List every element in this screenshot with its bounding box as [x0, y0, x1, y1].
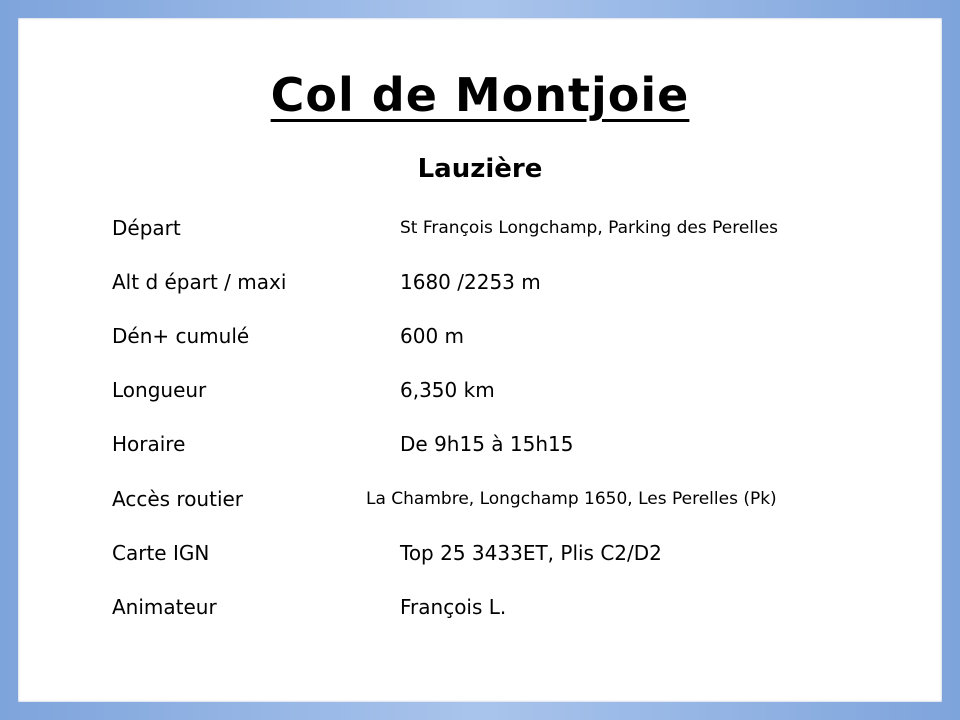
- info-row-altitude: [0, 270, 960, 300]
- row-value: 600 m: [400, 324, 465, 348]
- page-title: [0, 68, 960, 122]
- info-row-longueur: [0, 378, 960, 408]
- row-label: Dén+ cumulé: [112, 324, 250, 348]
- info-row-acces: [0, 487, 960, 517]
- row-value: La Chambre, Longchamp 1650, Les Perelles (Pk): [366, 489, 777, 509]
- row-label: Carte IGN: [112, 541, 210, 565]
- row-value: De 9h15 à 15h15: [400, 432, 574, 456]
- row-label: Longueur: [112, 378, 207, 402]
- row-label: Alt d épart / maxi: [112, 270, 287, 294]
- info-row-carte: [0, 541, 960, 571]
- row-value: 1680 /2253 m: [400, 270, 541, 294]
- row-value: François L.: [400, 595, 507, 619]
- info-row-animateur: [0, 595, 960, 625]
- row-label: Départ: [112, 216, 181, 240]
- page-subtitle: Lauzière: [417, 154, 543, 184]
- row-value: St François Longchamp, Parking des Perelles: [400, 218, 779, 238]
- row-value: 6,350 km: [400, 378, 495, 402]
- row-value: Top 25 3433ET, Plis C2/D2: [400, 541, 662, 565]
- info-row-horaire: [0, 432, 960, 462]
- info-row-depart: [0, 216, 960, 246]
- row-label: Horaire: [112, 432, 186, 456]
- title-text: Col de Montjoie: [270, 68, 690, 122]
- info-row-denivele: [0, 324, 960, 354]
- row-label: Accès routier: [112, 487, 244, 511]
- row-label: Animateur: [112, 595, 217, 619]
